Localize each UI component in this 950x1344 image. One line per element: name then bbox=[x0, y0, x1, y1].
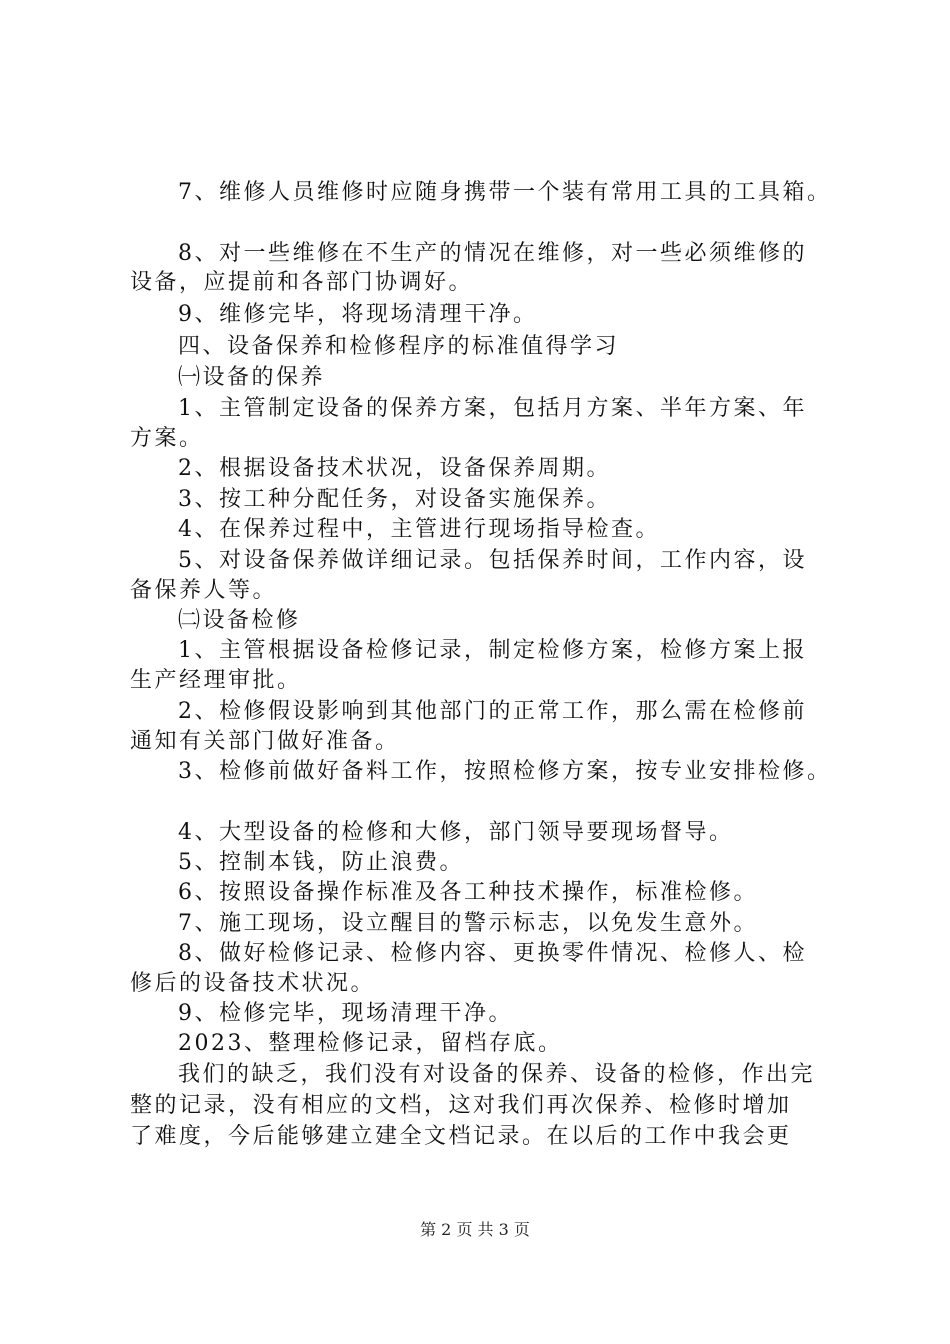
text-line: 7、施工现场，设立醒目的警示标志，以免发生意外。 bbox=[178, 911, 758, 936]
text-line: 8、对一些维修在不生产的情况在维修，对一些必须维修的 bbox=[178, 241, 807, 266]
text-line: 9、维修完毕，将现场清理干净。 bbox=[178, 302, 538, 327]
text-line: 3、检修前做好备料工作，按照检修方案，按专业安排检修。 bbox=[178, 759, 832, 784]
text-line: 生产经理审批。 bbox=[130, 668, 302, 693]
text-line: 了难度，今后能够建立建全文档记录。在以后的工作中我会更 bbox=[130, 1124, 792, 1149]
text-line: 4、在保养过程中，主管进行现场指导检查。 bbox=[178, 517, 660, 542]
text-line: 5、对设备保养做详细记录。包括保养时间，工作内容，设 bbox=[178, 548, 807, 573]
page-footer: 第 2 页 共 3 页 bbox=[420, 1220, 530, 1239]
subsection-heading: ㈡设备检修 bbox=[178, 608, 301, 633]
text-line: 4、大型设备的检修和大修，部门领导要现场督导。 bbox=[178, 820, 734, 845]
text-line: 备保养人等。 bbox=[130, 578, 278, 603]
text-line: 通知有关部门做好准备。 bbox=[130, 729, 400, 754]
text-line: 修后的设备技术状况。 bbox=[130, 971, 376, 996]
text-line: 2、根据设备技术状况，设备保养周期。 bbox=[178, 456, 611, 481]
text-line: 6、按照设备操作标准及各工种技术操作，标准检修。 bbox=[178, 880, 758, 905]
subsection-heading: ㈠设备的保养 bbox=[178, 365, 326, 390]
text-line: 3、按工种分配任务，对设备实施保养。 bbox=[178, 487, 611, 512]
text-line: 方案。 bbox=[130, 426, 204, 451]
text-line: 9、检修完毕，现场清理干净。 bbox=[178, 1001, 513, 1026]
text-line: 7、维修人员维修时应随身携带一个装有常用工具的工具箱。 bbox=[178, 180, 832, 205]
text-line: 2、检修假设影响到其他部门的正常工作，那么需在检修前 bbox=[178, 699, 807, 724]
text-line: 2023、整理检修记录，留档存底。 bbox=[178, 1031, 563, 1056]
section-heading: 四、设备保养和检修程序的标准值得学习 bbox=[178, 334, 620, 359]
text-line: 设备，应提前和各部门协调好。 bbox=[130, 270, 474, 295]
text-line: 8、做好检修记录、检修内容、更换零件情况、检修人、检 bbox=[178, 941, 807, 966]
text-line: 1、主管制定设备的保养方案，包括月方案、半年方案、年 bbox=[178, 396, 807, 421]
text-line: 整的记录，没有相应的文档，这对我们再次保养、检修时增加 bbox=[130, 1093, 792, 1118]
text-line: 我们的缺乏，我们没有对设备的保养、设备的检修，作出完 bbox=[178, 1062, 816, 1087]
text-line: 5、控制本钱，防止浪费。 bbox=[178, 850, 464, 875]
text-line: 1、主管根据设备检修记录，制定检修方案，检修方案上报 bbox=[178, 638, 807, 663]
